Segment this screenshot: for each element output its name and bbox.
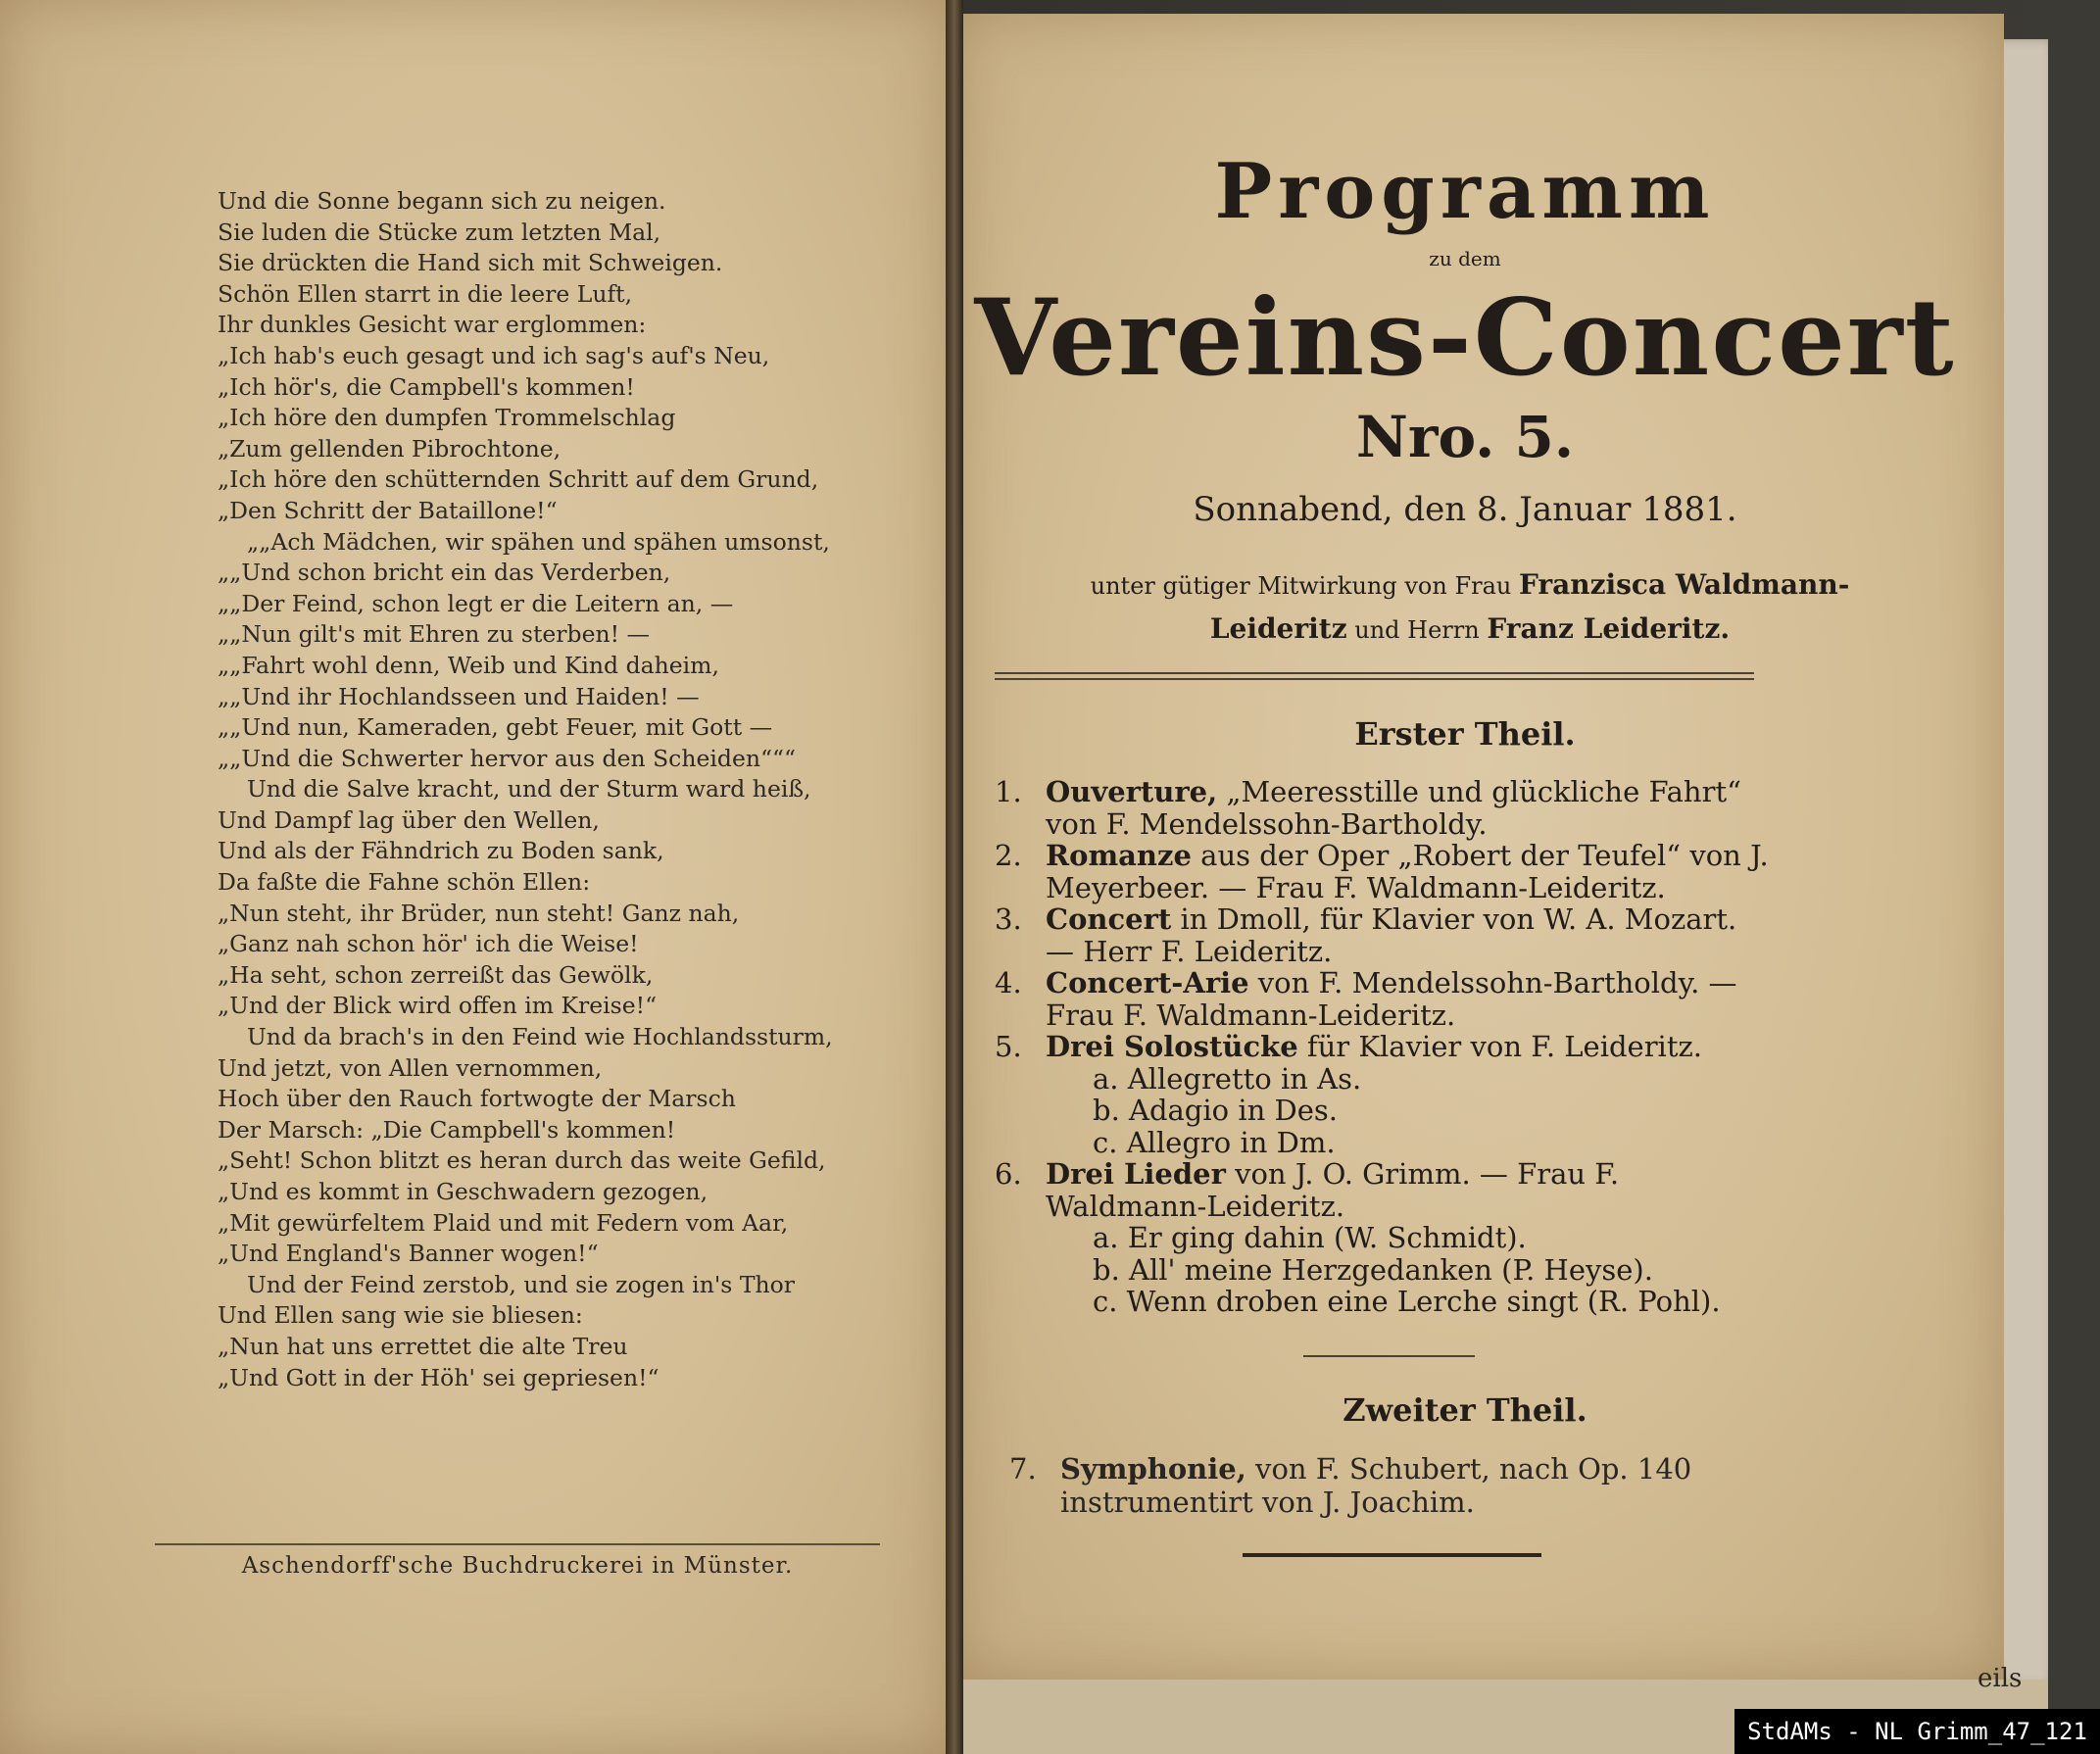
printer-imprint: Aschendorff'sche Buchdruckerei in Münster.: [241, 1553, 794, 1579]
poem-line: Schön Ellen starrt in die leere Luft,: [218, 279, 633, 308]
poem-line: „Ich hör's, die Campbell's kommen!: [218, 372, 635, 401]
mitwirkung-prefix: unter gütiger Mitwirkung von Frau: [1090, 572, 1512, 600]
poem-line: Sie drückten die Hand sich mit Schweigen.: [218, 249, 723, 277]
performers-credit: [1009, 563, 1930, 652]
program-item: [995, 1158, 1769, 1222]
concert-date: Sonnabend, den 8. Januar 1881.: [1193, 490, 1737, 529]
poem-line: „„Nun gilt's mit Ehren zu sterben! —: [218, 620, 651, 649]
poem-line: Und die Salve kracht, und der Sturm ward heiß,: [247, 775, 811, 804]
left-rule: [155, 1543, 880, 1545]
poem-line: „„Und die Schwerter hervor aus den Scheiden“““: [218, 744, 797, 772]
poem-line: Und Dampf lag über den Wellen,: [218, 805, 600, 834]
item-text: für Klavier von F. Leideritz.: [1297, 1030, 1702, 1063]
part-1-heading: Erster Theil.: [1354, 715, 1576, 753]
performer-1-a: Franzisca Waldmann-: [1518, 568, 1850, 601]
item-text: von F. Mendelssohn-Bartholdy. — Frau F. Waldmann-Leideritz.: [1046, 966, 1737, 1032]
zu-dem-text: zu dem: [1429, 247, 1501, 270]
item-title: Drei Solostücke: [1046, 1030, 1298, 1063]
double-rule: [995, 672, 1754, 680]
program-item: [995, 840, 1769, 903]
poem-line: „Mit gewürfeltem Plaid und mit Federn vom Aar,: [218, 1208, 789, 1237]
item-text: in Dmoll, für Klavier von W. A. Mozart. — Herr F. Leideritz.: [1046, 902, 1737, 968]
poem-line: „Zum gellenden Pibrochtone,: [218, 434, 562, 463]
item-title: Symphonie,: [1060, 1452, 1246, 1486]
program-item: [995, 903, 1769, 967]
item-sub-entry: a. Allegretto in As.: [1093, 1061, 1362, 1096]
poem-line: Sie luden die Stücke zum letzten Mal,: [218, 218, 661, 246]
poem-line: „Ganz nah schon hör' ich die Weise!: [218, 930, 639, 958]
end-rule: [1243, 1553, 1541, 1557]
poem-line: „Ich hab's euch gesagt und ich sag's auf's Neu,: [218, 341, 770, 369]
item-number: 4.: [995, 966, 1022, 999]
item-number: 1.: [995, 775, 1022, 808]
program-item-7: [1009, 1452, 1783, 1519]
poem-line: „Nun hat uns errettet die alte Treu: [218, 1332, 628, 1360]
item-number: 2.: [995, 839, 1022, 872]
poem-line: „Und Gott in der Höh' sei gepriesen!“: [218, 1363, 659, 1391]
poem-line: „Ich höre den schütternden Schritt auf dem Grund,: [218, 465, 819, 494]
poem-line: „„Der Feind, schon legt er die Leitern an, —: [218, 589, 734, 617]
und-herrn: und Herrn: [1354, 616, 1480, 644]
item-sub-entry: b. Adagio in Des.: [1093, 1094, 1338, 1127]
poem-line: Und Ellen sang wie sie bliesen:: [218, 1301, 583, 1330]
poem-line: Da faßte die Fahne schön Ellen:: [218, 868, 591, 897]
poem-line: „Den Schritt der Bataillone!“: [218, 496, 558, 524]
poem-line: „„Und ihr Hochlandsseen und Haiden! —: [218, 682, 700, 710]
poem-line: Und als der Fähndrich zu Boden sank,: [218, 837, 664, 865]
poem-line: Hoch über den Rauch fortwogte der Marsch: [218, 1085, 736, 1113]
poem-line: Und der Feind zerstob, und sie zogen in's Thor: [247, 1270, 796, 1298]
poem-line: Ihr dunkles Gesicht war erglommen:: [218, 311, 647, 339]
poem-line: „„Ach Mädchen, wir spähen und spähen umsonst,: [247, 527, 830, 556]
item-number: 3.: [995, 902, 1022, 936]
poem-line: „Und der Blick wird offen im Kreise!“: [218, 992, 658, 1020]
item-title: Romanze: [1046, 839, 1192, 872]
item-title: Concert: [1046, 902, 1172, 936]
concert-number: Nro. 5.: [1355, 404, 1575, 470]
performer-1-b: Leideritz: [1209, 612, 1347, 645]
poem-line: „Ha seht, schon zerreißt das Gewölk,: [218, 960, 654, 989]
item-text: „Meeresstille und glückliche Fahrt“ von F. Mendelssohn-Bartholdy.: [1046, 775, 1741, 841]
poem-line: „Und England's Banner wogen!“: [218, 1240, 599, 1268]
programm-title: Programm: [1214, 147, 1716, 236]
item-text: von F. Schubert, nach Op. 140 instrumentirt von J. Joachim.: [1060, 1452, 1692, 1519]
item-text: aus der Oper „Robert der Teufel“ von J. Meyerbeer. — Frau F. Waldmann-Leideritz.: [1046, 839, 1769, 904]
poem-line: „Seht! Schon blitzt es heran durch das weite Gefild,: [218, 1146, 826, 1175]
item-number: 7.: [1009, 1452, 1037, 1486]
item-title: Concert-Arie: [1046, 966, 1249, 999]
item-number: 5.: [995, 1030, 1022, 1063]
poem-line: Und jetzt, von Allen vernommen,: [218, 1053, 603, 1082]
item-title: Drei Lieder: [1046, 1157, 1226, 1191]
poem-line: „Und es kommt in Geschwadern gezogen,: [218, 1178, 708, 1205]
item-sub-entry: c. Wenn droben eine Lerche singt (R. Pohl).: [1093, 1285, 1721, 1318]
program-item: [995, 1031, 1769, 1063]
item-text: von J. O. Grimm. — Frau F. Waldmann-Leideritz.: [1046, 1157, 1620, 1223]
item-sub-entry: a. Er ging dahin (W. Schmidt).: [1093, 1221, 1527, 1254]
archive-stamp: StdAMs - NL Grimm_47_121: [1734, 1709, 2100, 1754]
item-sub-entry: c. Allegro in Dm.: [1093, 1125, 1336, 1159]
item-number: 6.: [995, 1157, 1022, 1191]
item-sub-entry: b. All' meine Herzgedanken (P. Heyse).: [1093, 1252, 1653, 1287]
poem-line: Und die Sonne begann sich zu neigen.: [218, 187, 666, 215]
poem-text: [218, 186, 864, 1393]
item-title: Ouverture,: [1046, 775, 1218, 808]
program-item: [995, 967, 1769, 1031]
poem-line: „Nun steht, ihr Brüder, nun steht! Ganz nah,: [218, 899, 740, 927]
poem-line: „„Und schon bricht ein das Verderben,: [218, 559, 671, 587]
program-items: [995, 776, 1769, 1318]
concert-heading: Vereins-Concert: [974, 276, 1956, 400]
edge-text: eils: [1978, 1664, 2023, 1693]
part-2-heading: Zweiter Theil.: [1343, 1391, 1587, 1429]
poem-line: „„Und nun, Kameraden, gebt Feuer, mit Gott —: [218, 713, 773, 742]
performer-2: Franz Leideritz.: [1487, 612, 1731, 645]
section-divider: [1303, 1355, 1475, 1357]
poem-line: Und da brach's in den Feind wie Hochlandssturm,: [247, 1023, 833, 1051]
poem-line: Der Marsch: „Die Campbell's kommen!: [218, 1115, 676, 1144]
poem-line: „Ich höre den dumpfen Trommelschlag: [218, 404, 676, 432]
program-item: [995, 776, 1769, 840]
poem-line: „„Fahrt wohl denn, Weib und Kind daheim,: [218, 651, 719, 679]
